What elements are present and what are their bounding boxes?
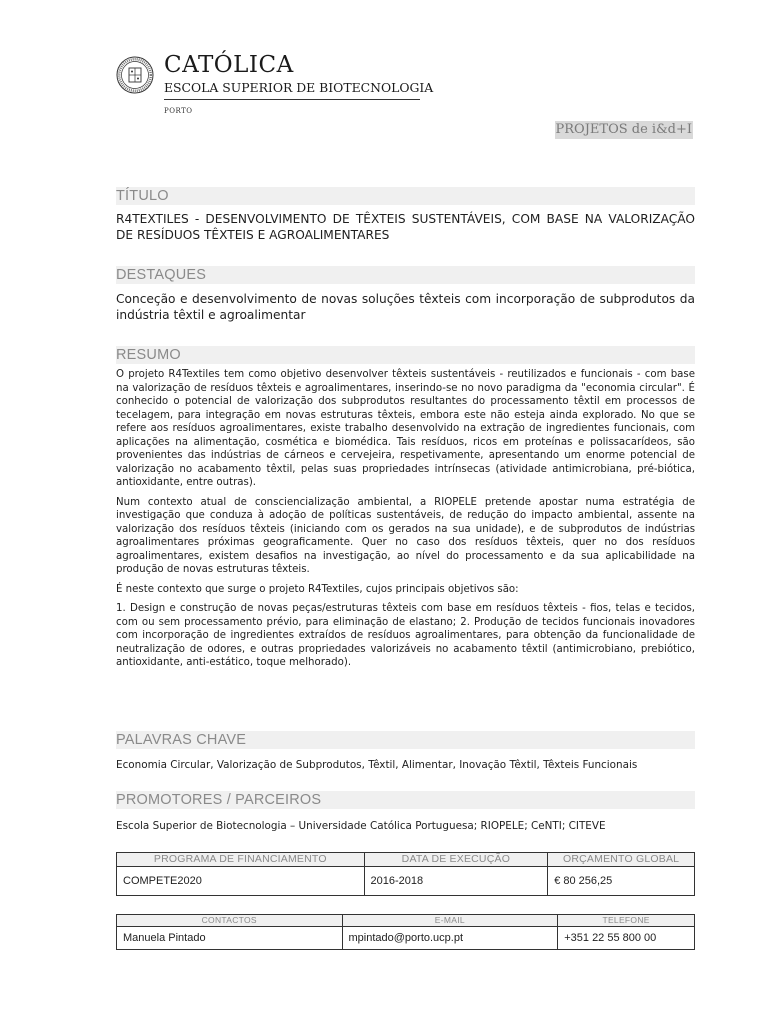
global-budget-cell: € 80 256,25 [548, 867, 695, 896]
keywords-text: Economia Circular, Valorização de Subprodutos, Têxtil, Alimentar, Inovação Têxtil, Têxteis Funcionais [116, 759, 638, 771]
section-heading-promotores: PROMOTORES / PARCEIROS [116, 791, 695, 809]
contact-name-cell: Manuela Pintado [117, 927, 343, 950]
university-seal-icon [116, 56, 154, 94]
funding-program-cell: COMPETE2020 [117, 867, 365, 896]
table-header-row [117, 915, 695, 927]
funding-table [116, 852, 695, 896]
section-heading-titulo: TÍTULO [116, 187, 695, 205]
header-email: E-MAIL [342, 915, 558, 927]
logo-city: PORTO [164, 107, 193, 115]
table-header-row [117, 853, 695, 867]
logo-name: CATÓLICA [164, 52, 294, 78]
project-title-text: R4TEXTILES - DESENVOLVIMENTO DE TÊXTEIS SUSTENTÁVEIS, COM BASE NA VALORIZAÇÃO DE RESÍDUOS TÊXTEIS E AGROALIMENTARES [116, 212, 695, 242]
section-heading-resumo: RESUMO [116, 346, 695, 364]
header-contacts: CONTACTOS [117, 915, 343, 927]
header-funding-program: PROGRAMA DE FINANCIAMENTO [117, 853, 365, 867]
contact-phone-cell: +351 22 55 800 00 [558, 927, 695, 950]
header-global-budget: ORÇAMENTO GLOBAL [548, 853, 695, 867]
header-phone: TELEFONE [558, 915, 695, 927]
summary-body [116, 368, 695, 676]
logo-divider [164, 99, 420, 100]
summary-paragraph-2: Num contexto atual de consciencialização ambiental, a RIOPELE pretende apostar numa estratégia de investigação que conduza à adoção de políticas sustentáveis, de redução do impacto ambiental, assente na valorização dos resíduos têxteis (iniciando com os gerados na sua unidade), e de subprodutos de indústrias agroalimentares próximas geograficamente. Quer no caso dos resíduos têxteis, quer no dos resíduos agroalimentares, existem desafios na investigação, ao nível do processamento e da sua aplicabilidade na produção de novas estruturas têxteis. [116, 496, 695, 575]
highlights-text: Conceção e desenvolvimento de novas soluções têxteis com incorporação de subprodutos da indústria têxtil e agroalimentar [116, 292, 695, 322]
execution-date-cell: 2016-2018 [364, 867, 548, 896]
table-row [117, 927, 695, 950]
summary-paragraph-1: O projeto R4Textiles tem como objetivo desenvolver têxteis sustentáveis - reutilizados e funcionais - com base na valorização de resíduos têxteis e agroalimentares, inserindo-se no novo paradigma da "economia circular". É conhecido o potencial de valorização dos subprodutos resultantes do processamento têxtil em processos de tecelagem, para integração em novas estruturas têxteis, embora este não esteja ainda explorado. No que se refere aos resíduos agroalimentares, existe trabalho desenvolvido na extração de ingredientes funcionais, com aplicações na alimentação, cosmética e biomédica. Tais resíduos, ricos em proteínas e polissacarídeos, são provenientes das indústrias de cárneos e cervejeira, respetivamente, apresentando um enorme potencial de valorização no acabamento têxtil, pelas suas propriedades intrínsecas (atividade antimicrobiana, pré-biótica, antioxidante, entre outras). [116, 369, 695, 488]
logo-school-name: ESCOLA SUPERIOR DE BIOTECNOLOGIA [164, 80, 434, 95]
summary-paragraph-4: 1. Design e construção de novas peças/estruturas têxteis com base em resíduos têxteis - fios, telas e tecidos, com ou sem processamento prévio, para eliminação de elastano; 2. Produção de tecidos funcionais inovadores com incorporação de ingredientes extraídos de resíduos agroalimentares, para obtenção da funcionalidade de neutralização de odores, e outras propriedades valorizáveis no acabamento têxtil (antimicrobiano, prebiótico, antioxidante, anti-estático, toque melhorado). [116, 603, 695, 668]
institution-logo [116, 52, 436, 118]
contacts-table [116, 914, 695, 950]
section-heading-palavras-chave: PALAVRAS CHAVE [116, 731, 695, 749]
table-row [117, 867, 695, 896]
contact-email-link[interactable]: mpintado@porto.ucp.pt [342, 927, 558, 950]
summary-paragraph-3: É neste contexto que surge o projeto R4Textiles, cujos principais objetivos são: [116, 583, 519, 595]
section-heading-destaques: DESTAQUES [116, 266, 695, 284]
project-category-tag: PROJETOS de i&d+I [555, 122, 692, 137]
partners-text: Escola Superior de Biotecnologia – Universidade Católica Portuguesa; RIOPELE; CeNTI; CITEVE [116, 820, 606, 832]
header-execution-date: DATA DE EXECUÇÃO [364, 853, 548, 867]
